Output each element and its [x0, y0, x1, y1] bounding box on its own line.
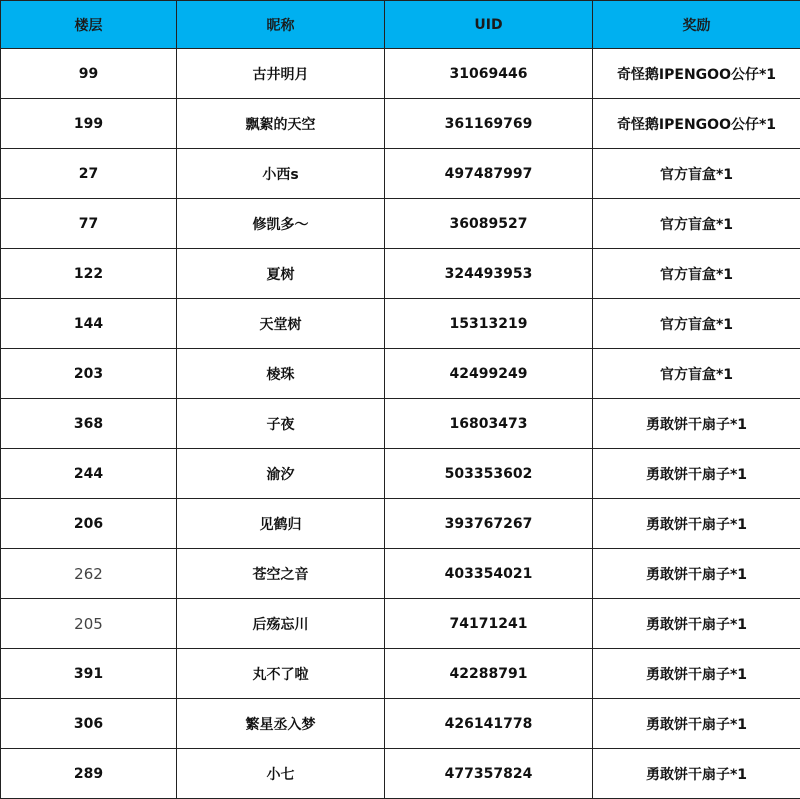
floor-cell: 289	[1, 749, 177, 799]
uid-cell: 42499249	[385, 349, 593, 399]
table-body	[1, 49, 800, 799]
reward-cell: 官方盲盒*1	[593, 349, 800, 399]
uid-cell: 361169769	[385, 99, 593, 149]
floor-cell: 368	[1, 399, 177, 449]
header-row	[1, 1, 800, 49]
table-row	[1, 399, 800, 449]
floor-cell: 144	[1, 299, 177, 349]
nickname-cell: 修凯多～	[177, 199, 385, 249]
table-row	[1, 149, 800, 199]
uid-cell: 403354021	[385, 549, 593, 599]
reward-cell: 勇敢饼干扇子*1	[593, 549, 800, 599]
reward-cell: 官方盲盒*1	[593, 299, 800, 349]
nickname-cell: 小七	[177, 749, 385, 799]
nickname-cell: 苍空之音	[177, 549, 385, 599]
nickname-cell: 见鹤归	[177, 499, 385, 549]
nickname-cell: 繁星丞入梦	[177, 699, 385, 749]
nickname-cell: 棱珠	[177, 349, 385, 399]
table-row	[1, 499, 800, 549]
nickname-cell: 子夜	[177, 399, 385, 449]
floor-cell: 391	[1, 649, 177, 699]
reward-cell: 勇敢饼干扇子*1	[593, 749, 800, 799]
uid-cell: 503353602	[385, 449, 593, 499]
table-row	[1, 749, 800, 799]
nickname-cell: 天堂树	[177, 299, 385, 349]
table-row	[1, 599, 800, 649]
table-row	[1, 449, 800, 499]
floor-cell: 77	[1, 199, 177, 249]
uid-cell: 324493953	[385, 249, 593, 299]
table-row	[1, 249, 800, 299]
header-floor: 楼层	[1, 1, 177, 49]
header-uid: UID	[385, 1, 593, 49]
floor-cell: 27	[1, 149, 177, 199]
table-row	[1, 99, 800, 149]
reward-cell: 勇敢饼干扇子*1	[593, 699, 800, 749]
reward-cell: 官方盲盒*1	[593, 199, 800, 249]
header-reward: 奖励	[593, 1, 800, 49]
uid-cell: 74171241	[385, 599, 593, 649]
reward-cell: 勇敢饼干扇子*1	[593, 499, 800, 549]
reward-cell: 勇敢饼干扇子*1	[593, 599, 800, 649]
nickname-cell: 夏树	[177, 249, 385, 299]
nickname-cell: 飘絮的天空	[177, 99, 385, 149]
reward-cell: 勇敢饼干扇子*1	[593, 399, 800, 449]
uid-cell: 15313219	[385, 299, 593, 349]
reward-cell: 勇敢饼干扇子*1	[593, 449, 800, 499]
table-row	[1, 549, 800, 599]
floor-cell: 203	[1, 349, 177, 399]
reward-cell: 官方盲盒*1	[593, 149, 800, 199]
header-nickname: 昵称	[177, 1, 385, 49]
reward-cell: 官方盲盒*1	[593, 249, 800, 299]
table-row	[1, 199, 800, 249]
floor-cell: 206	[1, 499, 177, 549]
nickname-cell: 渝汐	[177, 449, 385, 499]
uid-cell: 31069446	[385, 49, 593, 99]
floor-cell: 99	[1, 49, 177, 99]
floor-cell: 244	[1, 449, 177, 499]
nickname-cell: 古井明月	[177, 49, 385, 99]
reward-cell: 奇怪鹅IPENGOO公仔*1	[593, 99, 800, 149]
table-row	[1, 49, 800, 99]
uid-cell: 42288791	[385, 649, 593, 699]
floor-cell: 122	[1, 249, 177, 299]
floor-cell: 262	[1, 549, 177, 599]
table-row	[1, 649, 800, 699]
uid-cell: 16803473	[385, 399, 593, 449]
nickname-cell: 丸不了啦	[177, 649, 385, 699]
uid-cell: 426141778	[385, 699, 593, 749]
uid-cell: 497487997	[385, 149, 593, 199]
uid-cell: 36089527	[385, 199, 593, 249]
uid-cell: 477357824	[385, 749, 593, 799]
floor-cell: 199	[1, 99, 177, 149]
table-row	[1, 699, 800, 749]
table-row	[1, 299, 800, 349]
nickname-cell: 后殇忘川	[177, 599, 385, 649]
reward-cell: 奇怪鹅IPENGOO公仔*1	[593, 49, 800, 99]
floor-cell: 205	[1, 599, 177, 649]
uid-cell: 393767267	[385, 499, 593, 549]
table-row	[1, 349, 800, 399]
floor-cell: 306	[1, 699, 177, 749]
reward-cell: 勇敢饼干扇子*1	[593, 649, 800, 699]
table-header	[1, 1, 800, 49]
nickname-cell: 小西s	[177, 149, 385, 199]
